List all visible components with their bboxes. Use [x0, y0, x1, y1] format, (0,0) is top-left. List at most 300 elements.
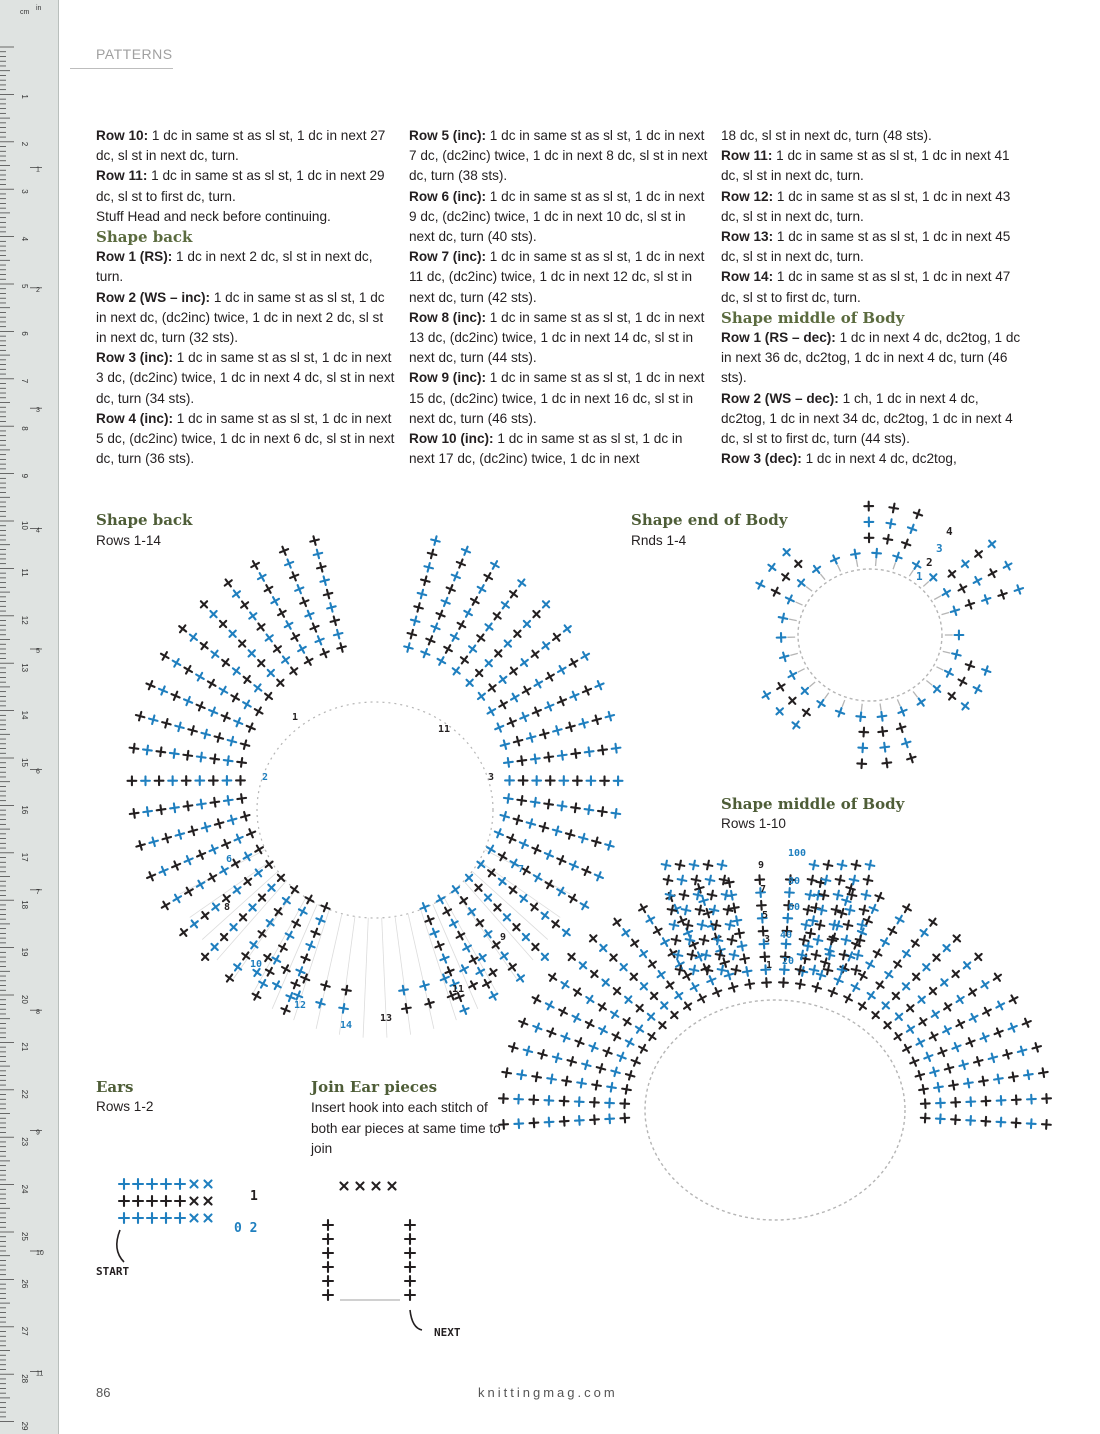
stitch-mark: [936, 1114, 945, 1123]
stitch-mark: [559, 1008, 567, 1016]
stitch-mark: [405, 1290, 415, 1300]
stitch-mark: [175, 1196, 185, 1206]
chart-ears: [90, 1170, 290, 1290]
stitch-mark: [611, 1011, 618, 1018]
stitch-mark: [305, 657, 313, 665]
instruction-row: [409, 368, 709, 429]
stitch-mark: [469, 981, 477, 989]
stitch-mark: [546, 776, 555, 785]
stitch-mark: [1027, 1119, 1036, 1128]
stitch-mark: [388, 1182, 395, 1189]
stitch-mark: [437, 896, 445, 904]
stitch-mark: [850, 876, 859, 885]
stitch-mark: [882, 759, 891, 768]
stitch-mark: [279, 944, 287, 952]
stitch-mark: [286, 932, 294, 940]
stitch-mark: [888, 927, 896, 935]
stitch-mark: [495, 723, 503, 731]
row-text: 1 dc in same st as sl st, 1 dc in next 41 dc, sl st in next dc, turn.: [721, 148, 1010, 184]
stitch-mark: [467, 680, 473, 686]
stitch-mark: [979, 1077, 988, 1086]
stitch-mark: [581, 652, 589, 660]
stitch-mark: [856, 712, 865, 721]
stitch-mark: [860, 906, 869, 915]
stitch-mark: [476, 670, 482, 676]
stitch-mark: [745, 980, 754, 989]
ruler-cm-label: 6: [20, 331, 29, 336]
stitch-mark: [209, 708, 217, 716]
stitch-mark: [295, 585, 303, 593]
stitch-mark: [1018, 1047, 1026, 1055]
stitch-mark: [566, 830, 574, 838]
stitch-mark: [324, 590, 333, 599]
chain-stitch: [926, 680, 932, 685]
stitch-mark: [897, 724, 905, 732]
stitch-mark: [553, 634, 560, 641]
stitch-mark: [882, 1002, 889, 1009]
stitch-mark: [881, 938, 889, 946]
stitch-mark: [511, 694, 519, 702]
stitch-mark: [670, 921, 679, 930]
row-number-label: 7: [518, 864, 525, 875]
stitch-mark: [785, 888, 794, 897]
stitch-mark: [1023, 1019, 1031, 1027]
stitch-mark: [974, 577, 982, 585]
chart-middle-subtitle: Rows 1-10: [721, 816, 786, 831]
stitch-mark: [531, 754, 540, 763]
stitch-mark: [684, 1002, 691, 1009]
ruler-cm-label: 15: [20, 758, 29, 767]
stitch-mark: [208, 680, 216, 688]
stitch-mark: [527, 733, 536, 742]
stitch-mark: [908, 525, 916, 533]
stitch-mark: [405, 1276, 415, 1286]
stitch-mark: [282, 656, 289, 663]
stitch-mark: [489, 969, 496, 976]
stitch-mark: [421, 649, 429, 657]
stitch-mark: [505, 776, 514, 785]
stitch-mark: [671, 1012, 678, 1019]
stitch-mark: [209, 776, 218, 785]
stitch-mark: [452, 572, 460, 580]
row-number-label: 10: [250, 959, 263, 970]
stitch-mark: [658, 971, 665, 978]
stitch-mark: [197, 702, 205, 710]
chain-stitch: [820, 574, 825, 580]
text-column-3: [721, 126, 1021, 469]
stitch-mark: [983, 1008, 991, 1016]
stitch-mark: [599, 1026, 607, 1034]
stitch-mark: [600, 776, 609, 785]
stitch-mark: [290, 572, 298, 580]
ruler-cm-label: 3: [20, 189, 29, 194]
stitch-mark: [836, 708, 844, 716]
stitch-mark: [699, 897, 707, 905]
stitch-mark: [507, 835, 515, 843]
stitch-mark: [161, 1179, 171, 1189]
stitch-mark: [222, 840, 230, 848]
stitch-mark: [533, 995, 541, 1003]
stitch-mark: [265, 585, 273, 593]
chain-stitch: [943, 651, 951, 653]
row-label: Row 10:: [96, 128, 149, 143]
ruler-cm-label: 10: [20, 521, 29, 530]
stitch-mark: [777, 633, 786, 642]
stitch-mark: [499, 878, 506, 885]
stitch-mark: [523, 687, 531, 695]
stitch-mark: [835, 976, 843, 984]
stitch-mark: [944, 1003, 951, 1010]
stitch-mark: [943, 589, 951, 597]
stitch-mark: [372, 1182, 379, 1189]
stitch-mark: [501, 740, 510, 749]
ruler-cm-label: 17: [20, 852, 29, 862]
chain-stitch: [876, 559, 877, 566]
stitch-mark: [945, 1064, 953, 1072]
stitch-mark: [323, 1262, 333, 1272]
ruler-in-label: 10: [36, 1250, 44, 1257]
stitch-mark: [721, 958, 729, 966]
row-text: 1 dc in next 4 dc, dc2tog,: [801, 451, 957, 467]
stitch-mark: [224, 796, 233, 805]
stitch-mark: [271, 597, 279, 605]
stitch-mark: [631, 973, 638, 980]
stitch-mark: [464, 609, 472, 617]
chain-stitch: [861, 704, 862, 711]
stitch-mark: [239, 640, 245, 646]
stitch-mark: [672, 936, 681, 945]
instruction-row: [96, 288, 396, 349]
chain-stitch: [893, 562, 895, 569]
stitch-mark: [903, 950, 910, 957]
stitch-mark: [872, 1012, 879, 1019]
stitch-mark: [321, 903, 329, 911]
stitch-mark: [438, 657, 446, 665]
ruler-in-label: 6: [36, 768, 40, 776]
stitch-mark: [893, 553, 901, 561]
chart-join-note: Insert hook into each stitch of both ear pieces at same time to join: [311, 1100, 501, 1156]
stitch-mark: [266, 968, 274, 976]
stitch-mark: [903, 983, 910, 990]
stitch-mark: [282, 965, 290, 973]
stitch-mark: [970, 1014, 978, 1022]
stitch-mark: [592, 715, 601, 724]
ruler-cm-label: 18: [20, 900, 29, 910]
stitch-mark: [874, 949, 882, 957]
stitch-mark: [921, 929, 928, 936]
stitch-mark: [462, 547, 470, 555]
stitch-mark: [170, 803, 179, 812]
row-number-label: 6: [226, 854, 233, 865]
stitch-mark: [614, 988, 621, 995]
stitch-mark: [921, 1099, 930, 1108]
ruler-cm-label: 16: [20, 805, 29, 815]
stitch-mark: [299, 908, 307, 916]
stitch-mark: [530, 1118, 539, 1127]
stitch-mark: [210, 611, 216, 617]
stitch-mark: [149, 838, 157, 846]
stitch-mark: [250, 941, 257, 948]
stitch-mark: [620, 1114, 629, 1123]
stitch-mark: [962, 703, 969, 710]
stitch-mark: [147, 1213, 157, 1223]
stitch-mark: [631, 940, 638, 947]
stitch-mark: [802, 921, 811, 930]
stitch-mark: [553, 726, 562, 735]
stitch-mark: [182, 776, 191, 785]
chart-back-title: Shape back: [96, 511, 193, 529]
stitch-mark: [648, 1013, 655, 1020]
stitch-mark: [196, 673, 204, 681]
stitch-mark: [903, 904, 911, 912]
stitch-mark: [570, 659, 578, 667]
stitch-mark: [762, 978, 771, 987]
stitch-mark: [547, 1075, 556, 1084]
instruction-row: [721, 146, 1021, 186]
stitch-mark: [305, 611, 313, 619]
ruler-cm-label: 27: [20, 1326, 29, 1336]
stitch-mark: [614, 919, 621, 926]
stitch-mark: [678, 876, 687, 885]
guide-line: [316, 914, 342, 1029]
ruler-cm-label: 21: [20, 1042, 29, 1052]
ruler-cm-label: 14: [20, 710, 29, 720]
ruler-in-unit: in: [36, 5, 42, 12]
row-text: 1 dc in same st as sl st, 1 dc in next 3 dc, (dc2inc) twice, 1 dc in next 4 dc, sl st in next dc, turn (34 sts).: [96, 350, 395, 406]
stitch-mark: [175, 1179, 185, 1189]
chart-end-subtitle: Rnds 1-4: [631, 533, 687, 548]
stitch-mark: [571, 803, 580, 812]
stitch-mark: [779, 614, 788, 623]
stitch-mark: [938, 1048, 946, 1056]
stitch-mark: [684, 921, 693, 930]
instruction-row: [721, 126, 1021, 146]
row-label: Row 7 (inc):: [409, 249, 487, 265]
stitch-mark: [798, 580, 805, 587]
stitch-mark: [980, 1033, 988, 1041]
stitch-mark: [545, 1096, 554, 1105]
stitch-mark: [162, 719, 171, 728]
stitch-mark: [800, 936, 809, 945]
stitch-mark: [743, 967, 752, 976]
stitch-mark: [340, 1182, 347, 1189]
stitch-mark: [579, 719, 588, 728]
stitch-mark: [1027, 1095, 1036, 1104]
stitch-mark: [209, 874, 217, 882]
stitch-mark: [485, 623, 492, 630]
ruler-in-label: 8: [36, 1009, 40, 1017]
stitch-mark: [405, 1248, 415, 1258]
stitch-mark: [185, 856, 193, 864]
stitch-mark: [966, 600, 974, 608]
stitch-mark: [310, 623, 318, 631]
stitch-mark: [161, 1213, 171, 1223]
stitch-mark: [639, 1045, 647, 1053]
row-number-label: 13: [380, 1013, 393, 1024]
stitch-mark: [982, 1097, 991, 1106]
stitch-mark: [489, 684, 496, 691]
stitch-mark: [730, 951, 739, 960]
stitch-mark: [595, 681, 603, 689]
instruction-row: [409, 429, 709, 469]
stitch-mark: [722, 891, 731, 900]
stitch-mark: [224, 756, 233, 765]
stitch-mark: [337, 643, 346, 652]
stitch-mark: [463, 944, 471, 952]
stitch-mark: [202, 823, 210, 831]
chain-stitch: [842, 700, 845, 707]
instruction-row: [96, 166, 396, 206]
stitch-mark: [215, 819, 223, 827]
stitch-mark: [475, 885, 481, 891]
stitch-mark: [514, 816, 522, 824]
stitch-mark: [957, 996, 964, 1003]
instruction-row: [96, 348, 396, 409]
row-text: 1 dc in same st as sl st, 1 dc in next 9 dc, (dc2inc) twice, 1 dc in next 10 dc, sl st in next dc, turn (40 sts).: [409, 188, 705, 245]
stitch-mark: [243, 701, 251, 709]
guide-line: [363, 918, 368, 1038]
stitch-mark: [575, 1038, 583, 1046]
ruler-cm-label: 8: [20, 426, 29, 431]
stitch-mark: [524, 1047, 532, 1055]
stitch-mark: [488, 708, 496, 716]
ruler-in-label: 3: [36, 407, 40, 415]
stitch-mark: [654, 927, 662, 935]
text-column-1: [96, 126, 396, 469]
stitch-mark: [570, 692, 578, 700]
stitch-mark: [894, 1033, 901, 1040]
stitch-mark: [659, 1022, 666, 1029]
stitch-mark: [514, 1095, 523, 1104]
row-text: 1 ch, 1 dc in next 4 dc, dc2tog, 1 dc in next 34 dc, dc2tog, 1 dc in next 4 dc, sl st to first dc, turn (44 sts).: [721, 390, 1013, 447]
stitch-mark: [197, 753, 206, 762]
stitch-mark: [300, 598, 308, 606]
stitch-mark: [508, 718, 516, 726]
subheading: Shape back: [96, 228, 193, 247]
row-number-label: 60: [788, 902, 801, 913]
stitch-mark: [780, 653, 788, 661]
stitch-mark: [818, 906, 827, 915]
stitch-mark: [229, 631, 235, 637]
stitch-mark: [119, 1213, 129, 1223]
stitch-mark: [469, 645, 476, 652]
stitch-mark: [812, 951, 821, 960]
instruction-row: [721, 389, 1021, 450]
stitch-mark: [315, 636, 323, 644]
stitch-mark: [1003, 1050, 1011, 1058]
row-label: Row 3 (dec):: [721, 451, 802, 467]
stitch-mark: [258, 573, 266, 581]
stitch-mark: [626, 1071, 634, 1079]
stitch-mark: [1012, 1118, 1021, 1127]
stitch-mark: [241, 601, 248, 608]
stitch-mark: [531, 798, 540, 807]
stitch-mark: [162, 902, 170, 910]
chain-stitch: [880, 703, 881, 710]
stitch-mark: [903, 1045, 911, 1053]
stitch-mark: [562, 1077, 571, 1086]
row-text: 18 dc, sl st in next dc, turn (48 sts).: [721, 128, 932, 143]
row-text: 1 dc in next 2 dc, sl st in next dc, turn.: [96, 249, 373, 285]
stitch-mark: [959, 585, 967, 593]
stitch-mark: [948, 693, 955, 700]
stitch-mark: [461, 656, 468, 663]
stitch-mark: [273, 981, 281, 989]
stitch-mark: [546, 673, 554, 681]
stitch-mark: [251, 561, 259, 569]
stitch-mark: [230, 924, 236, 930]
stitch-mark: [975, 551, 982, 558]
stitch-mark: [234, 886, 241, 893]
stitch-mark: [587, 776, 596, 785]
stitch-mark: [559, 776, 568, 785]
stitch-mark: [782, 573, 789, 580]
stitch-mark: [431, 623, 439, 631]
stitch-mark: [924, 1053, 932, 1061]
ruler-cm-label: 12: [20, 615, 29, 625]
row-number-label: 2: [926, 556, 933, 569]
stitch-mark: [933, 954, 940, 961]
stitch-mark: [1012, 1095, 1021, 1104]
stitch-mark: [189, 827, 197, 835]
stitch-mark: [806, 929, 815, 938]
stitch-mark: [966, 1097, 975, 1106]
chain-stitch: [856, 560, 857, 567]
stitch-mark: [222, 713, 230, 721]
stitch-mark: [639, 904, 647, 912]
stitch-mark: [405, 1220, 415, 1230]
stitch-mark: [626, 1039, 634, 1047]
stitch-mark: [560, 1117, 569, 1126]
stitch-mark: [521, 659, 528, 666]
stitch-mark: [499, 701, 507, 709]
stitch-mark: [222, 659, 229, 666]
stitch-mark: [147, 1179, 157, 1189]
stitch-mark: [161, 1196, 171, 1206]
stitch-mark: [517, 1070, 526, 1079]
ruler-in-label: 11: [36, 1370, 44, 1378]
ruler-cm-label: 11: [20, 568, 29, 577]
stitch-mark: [540, 823, 548, 831]
chart-middle-title: Shape middle of Body: [721, 795, 905, 813]
stitch-mark: [529, 1095, 538, 1104]
stitch-mark: [605, 1099, 614, 1108]
stitch-mark: [564, 625, 571, 632]
stitch-mark: [700, 936, 709, 945]
stitch-mark: [651, 993, 658, 1000]
stitch-mark: [175, 723, 184, 732]
stitch-mark: [519, 1019, 527, 1027]
stitch-mark: [586, 996, 593, 1003]
stitch-mark: [729, 983, 737, 991]
ruler-cm-label: 28: [20, 1374, 29, 1384]
stitch-mark: [795, 561, 801, 567]
row-number-label: 1: [292, 712, 299, 723]
row-number-label: 80: [788, 876, 801, 887]
instruction-row: [721, 187, 1021, 227]
ruler-cm-label: 2: [20, 141, 29, 147]
stitch-mark: [988, 541, 995, 548]
stitch-mark: [321, 981, 329, 989]
stitch-mark: [981, 981, 988, 988]
stitch-mark: [907, 1005, 914, 1012]
stitch-mark: [735, 929, 744, 938]
row-number-label: 4: [946, 525, 953, 538]
stitch-mark: [857, 759, 866, 768]
stitch-mark: [728, 936, 737, 945]
stitch-mark: [258, 623, 265, 630]
stitch-mark: [691, 983, 699, 991]
